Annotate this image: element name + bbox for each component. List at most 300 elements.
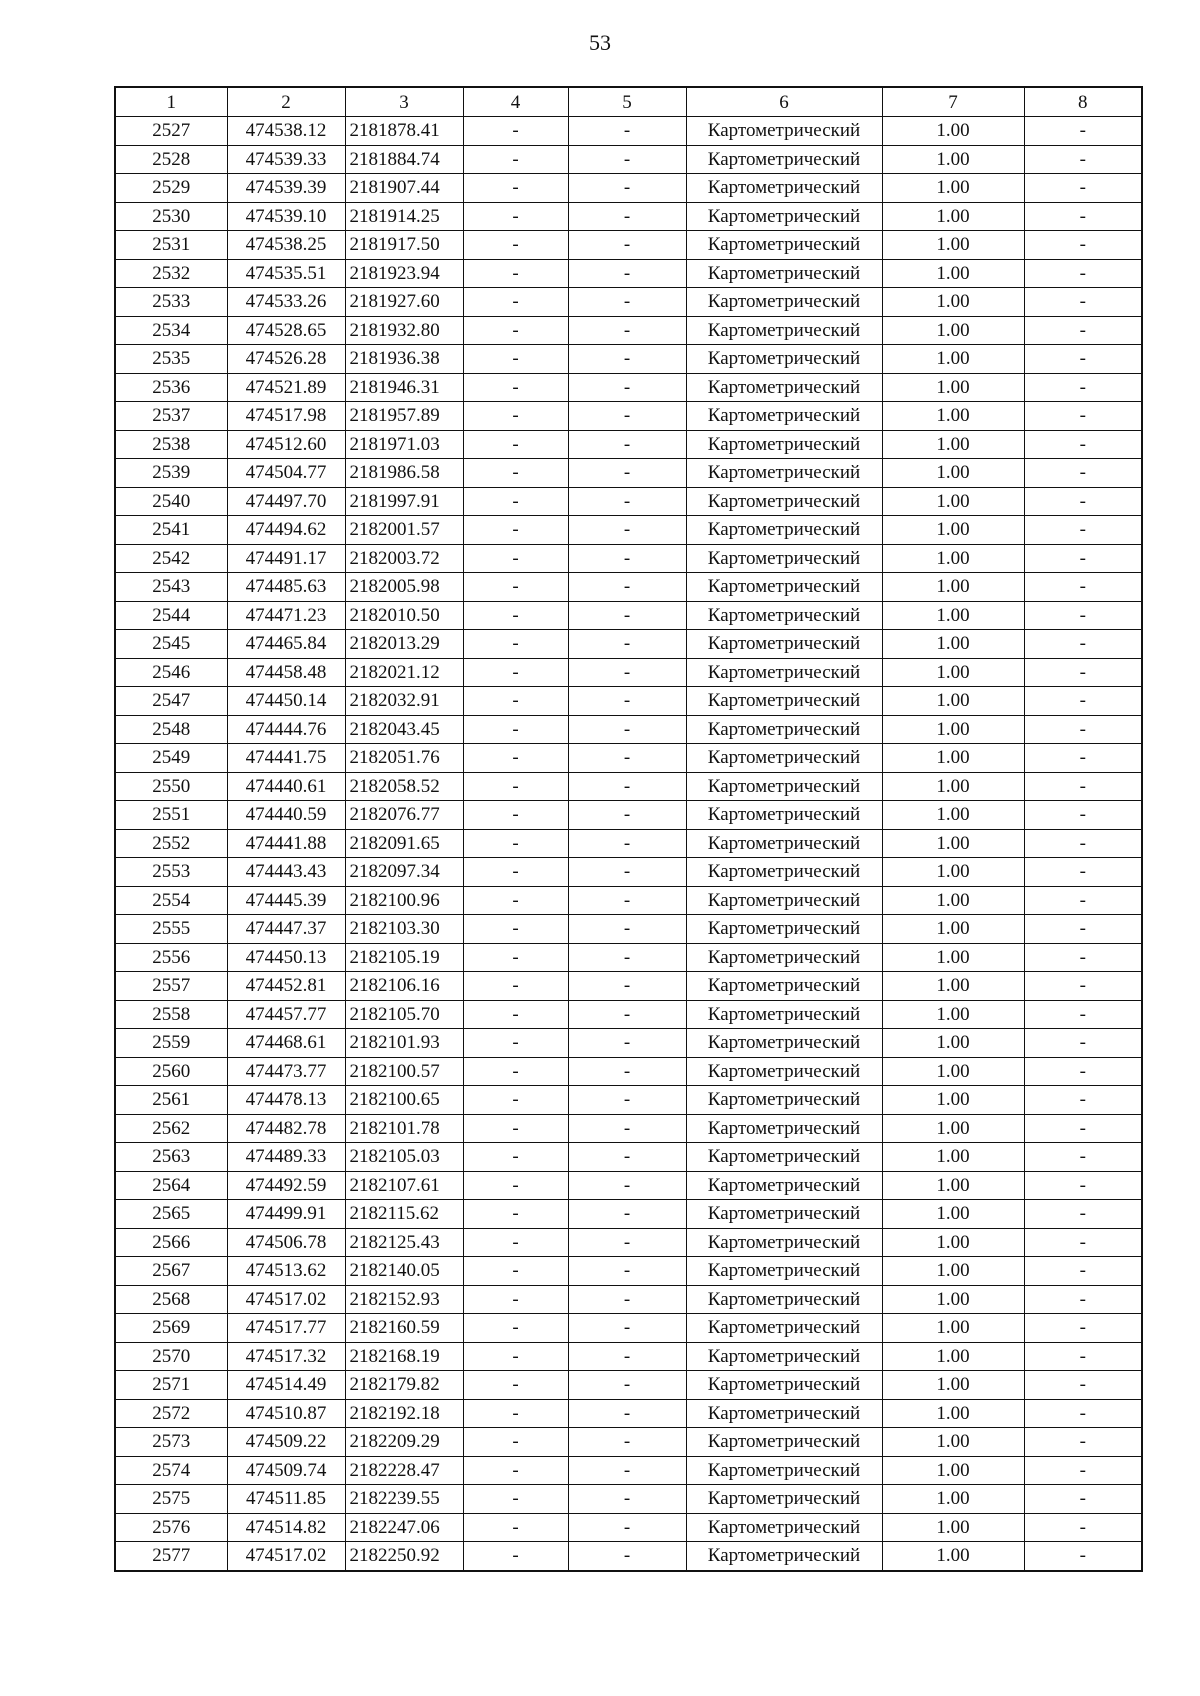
col5-cell: - <box>568 829 686 858</box>
accuracy-cell: 1.00 <box>882 516 1024 545</box>
point-number-cell: 2545 <box>115 630 227 659</box>
point-number-cell: 2548 <box>115 715 227 744</box>
x-coordinate-cell: 474538.25 <box>227 231 345 260</box>
accuracy-cell: 1.00 <box>882 1200 1024 1229</box>
table-body <box>115 117 1142 1571</box>
x-coordinate-cell: 474441.88 <box>227 829 345 858</box>
method-cell: Картометрический <box>686 402 882 431</box>
accuracy-cell: 1.00 <box>882 744 1024 773</box>
method-cell: Картометрический <box>686 687 882 716</box>
column-header: 3 <box>345 87 463 117</box>
col4-cell: - <box>463 1428 568 1457</box>
method-cell: Картометрический <box>686 1456 882 1485</box>
accuracy-cell: 1.00 <box>882 145 1024 174</box>
y-coordinate-cell: 2181878.41 <box>345 117 463 146</box>
accuracy-cell: 1.00 <box>882 1485 1024 1514</box>
col5-cell: - <box>568 231 686 260</box>
y-coordinate-cell: 2182160.59 <box>345 1314 463 1343</box>
x-coordinate-cell: 474539.39 <box>227 174 345 203</box>
accuracy-cell: 1.00 <box>882 1542 1024 1571</box>
method-cell: Картометрический <box>686 231 882 260</box>
col4-cell: - <box>463 829 568 858</box>
col8-cell: - <box>1024 601 1142 630</box>
method-cell: Картометрический <box>686 829 882 858</box>
col5-cell: - <box>568 1513 686 1542</box>
col4-cell: - <box>463 1342 568 1371</box>
x-coordinate-cell: 474511.85 <box>227 1485 345 1514</box>
x-coordinate-cell: 474517.98 <box>227 402 345 431</box>
x-coordinate-cell: 474517.32 <box>227 1342 345 1371</box>
col4-cell: - <box>463 1143 568 1172</box>
accuracy-cell: 1.00 <box>882 1456 1024 1485</box>
col8-cell: - <box>1024 1257 1142 1286</box>
method-cell: Картометрический <box>686 1542 882 1571</box>
point-number-cell: 2567 <box>115 1257 227 1286</box>
column-header: 2 <box>227 87 345 117</box>
x-coordinate-cell: 474473.77 <box>227 1057 345 1086</box>
point-number-cell: 2534 <box>115 316 227 345</box>
col4-cell: - <box>463 373 568 402</box>
col8-cell: - <box>1024 544 1142 573</box>
col4-cell: - <box>463 601 568 630</box>
column-header: 8 <box>1024 87 1142 117</box>
y-coordinate-cell: 2182058.52 <box>345 772 463 801</box>
y-coordinate-cell: 2182005.98 <box>345 573 463 602</box>
col8-cell: - <box>1024 630 1142 659</box>
accuracy-cell: 1.00 <box>882 1171 1024 1200</box>
method-cell: Картометрический <box>686 1143 882 1172</box>
col8-cell: - <box>1024 516 1142 545</box>
col4-cell: - <box>463 1200 568 1229</box>
col4-cell: - <box>463 1086 568 1115</box>
col5-cell: - <box>568 487 686 516</box>
y-coordinate-cell: 2181914.25 <box>345 202 463 231</box>
col4-cell: - <box>463 658 568 687</box>
accuracy-cell: 1.00 <box>882 1314 1024 1343</box>
table-row <box>115 259 1142 288</box>
table-row <box>115 1200 1142 1229</box>
col4-cell: - <box>463 943 568 972</box>
y-coordinate-cell: 2182105.19 <box>345 943 463 972</box>
y-coordinate-cell: 2181932.80 <box>345 316 463 345</box>
y-coordinate-cell: 2182106.16 <box>345 972 463 1001</box>
col4-cell: - <box>463 516 568 545</box>
col8-cell: - <box>1024 1285 1142 1314</box>
point-number-cell: 2533 <box>115 288 227 317</box>
column-header: 1 <box>115 87 227 117</box>
col4-cell: - <box>463 972 568 1001</box>
point-number-cell: 2550 <box>115 772 227 801</box>
y-coordinate-cell: 2182100.65 <box>345 1086 463 1115</box>
accuracy-cell: 1.00 <box>882 687 1024 716</box>
col4-cell: - <box>463 145 568 174</box>
col4-cell: - <box>463 744 568 773</box>
x-coordinate-cell: 474517.77 <box>227 1314 345 1343</box>
point-number-cell: 2566 <box>115 1228 227 1257</box>
col4-cell: - <box>463 231 568 260</box>
accuracy-cell: 1.00 <box>882 1257 1024 1286</box>
x-coordinate-cell: 474513.62 <box>227 1257 345 1286</box>
table-row <box>115 544 1142 573</box>
coordinates-table <box>114 86 1143 1572</box>
y-coordinate-cell: 2181986.58 <box>345 459 463 488</box>
table-row <box>115 487 1142 516</box>
point-number-cell: 2568 <box>115 1285 227 1314</box>
col4-cell: - <box>463 1285 568 1314</box>
col5-cell: - <box>568 1399 686 1428</box>
x-coordinate-cell: 474440.59 <box>227 801 345 830</box>
accuracy-cell: 1.00 <box>882 801 1024 830</box>
accuracy-cell: 1.00 <box>882 1342 1024 1371</box>
point-number-cell: 2539 <box>115 459 227 488</box>
col4-cell: - <box>463 345 568 374</box>
x-coordinate-cell: 474445.39 <box>227 886 345 915</box>
col4-cell: - <box>463 316 568 345</box>
table-row <box>115 715 1142 744</box>
point-number-cell: 2530 <box>115 202 227 231</box>
col8-cell: - <box>1024 202 1142 231</box>
table-row <box>115 231 1142 260</box>
point-number-cell: 2556 <box>115 943 227 972</box>
point-number-cell: 2572 <box>115 1399 227 1428</box>
y-coordinate-cell: 2182043.45 <box>345 715 463 744</box>
y-coordinate-cell: 2181884.74 <box>345 145 463 174</box>
column-header: 6 <box>686 87 882 117</box>
col5-cell: - <box>568 630 686 659</box>
table-row <box>115 430 1142 459</box>
col4-cell: - <box>463 1399 568 1428</box>
col8-cell: - <box>1024 573 1142 602</box>
y-coordinate-cell: 2182001.57 <box>345 516 463 545</box>
col8-cell: - <box>1024 1000 1142 1029</box>
x-coordinate-cell: 474492.59 <box>227 1171 345 1200</box>
method-cell: Картометрический <box>686 772 882 801</box>
table-row <box>115 1542 1142 1571</box>
y-coordinate-cell: 2181927.60 <box>345 288 463 317</box>
method-cell: Картометрический <box>686 715 882 744</box>
col8-cell: - <box>1024 373 1142 402</box>
x-coordinate-cell: 474506.78 <box>227 1228 345 1257</box>
point-number-cell: 2549 <box>115 744 227 773</box>
y-coordinate-cell: 2181917.50 <box>345 231 463 260</box>
col4-cell: - <box>463 202 568 231</box>
accuracy-cell: 1.00 <box>882 345 1024 374</box>
point-number-cell: 2563 <box>115 1143 227 1172</box>
col5-cell: - <box>568 402 686 431</box>
col4-cell: - <box>463 1114 568 1143</box>
col8-cell: - <box>1024 1057 1142 1086</box>
table-header-row <box>115 87 1142 117</box>
accuracy-cell: 1.00 <box>882 544 1024 573</box>
method-cell: Картометрический <box>686 145 882 174</box>
point-number-cell: 2558 <box>115 1000 227 1029</box>
col4-cell: - <box>463 1228 568 1257</box>
table-row <box>115 1000 1142 1029</box>
table-row <box>115 858 1142 887</box>
col8-cell: - <box>1024 174 1142 203</box>
col8-cell: - <box>1024 943 1142 972</box>
table-row <box>115 1029 1142 1058</box>
col8-cell: - <box>1024 288 1142 317</box>
accuracy-cell: 1.00 <box>882 202 1024 231</box>
col4-cell: - <box>463 858 568 887</box>
x-coordinate-cell: 474447.37 <box>227 915 345 944</box>
col5-cell: - <box>568 1371 686 1400</box>
method-cell: Картометрический <box>686 1114 882 1143</box>
col5-cell: - <box>568 886 686 915</box>
x-coordinate-cell: 474485.63 <box>227 573 345 602</box>
col8-cell: - <box>1024 687 1142 716</box>
col8-cell: - <box>1024 345 1142 374</box>
col5-cell: - <box>568 972 686 1001</box>
point-number-cell: 2542 <box>115 544 227 573</box>
method-cell: Картометрический <box>686 1029 882 1058</box>
col8-cell: - <box>1024 972 1142 1001</box>
accuracy-cell: 1.00 <box>882 402 1024 431</box>
col5-cell: - <box>568 1428 686 1457</box>
table-row <box>115 402 1142 431</box>
point-number-cell: 2554 <box>115 886 227 915</box>
y-coordinate-cell: 2182076.77 <box>345 801 463 830</box>
table-row <box>115 1456 1142 1485</box>
method-cell: Картометрический <box>686 972 882 1001</box>
y-coordinate-cell: 2182152.93 <box>345 1285 463 1314</box>
col8-cell: - <box>1024 1114 1142 1143</box>
col5-cell: - <box>568 915 686 944</box>
col8-cell: - <box>1024 1171 1142 1200</box>
table-row <box>115 1057 1142 1086</box>
column-header: 4 <box>463 87 568 117</box>
accuracy-cell: 1.00 <box>882 772 1024 801</box>
point-number-cell: 2574 <box>115 1456 227 1485</box>
col8-cell: - <box>1024 1428 1142 1457</box>
col4-cell: - <box>463 487 568 516</box>
table-row <box>115 1171 1142 1200</box>
y-coordinate-cell: 2181907.44 <box>345 174 463 203</box>
method-cell: Картометрический <box>686 858 882 887</box>
col5-cell: - <box>568 174 686 203</box>
accuracy-cell: 1.00 <box>882 1513 1024 1542</box>
x-coordinate-cell: 474458.48 <box>227 658 345 687</box>
method-cell: Картометрический <box>686 288 882 317</box>
table-row <box>115 1399 1142 1428</box>
method-cell: Картометрический <box>686 544 882 573</box>
table-row <box>115 1342 1142 1371</box>
y-coordinate-cell: 2182051.76 <box>345 744 463 773</box>
method-cell: Картометрический <box>686 1057 882 1086</box>
col8-cell: - <box>1024 858 1142 887</box>
col5-cell: - <box>568 1485 686 1514</box>
point-number-cell: 2537 <box>115 402 227 431</box>
col4-cell: - <box>463 1057 568 1086</box>
col8-cell: - <box>1024 1086 1142 1115</box>
col4-cell: - <box>463 1000 568 1029</box>
col8-cell: - <box>1024 1342 1142 1371</box>
x-coordinate-cell: 474440.61 <box>227 772 345 801</box>
y-coordinate-cell: 2181923.94 <box>345 259 463 288</box>
point-number-cell: 2575 <box>115 1485 227 1514</box>
col8-cell: - <box>1024 915 1142 944</box>
col4-cell: - <box>463 1171 568 1200</box>
table-row <box>115 573 1142 602</box>
x-coordinate-cell: 474465.84 <box>227 630 345 659</box>
col8-cell: - <box>1024 744 1142 773</box>
table-row <box>115 1371 1142 1400</box>
point-number-cell: 2571 <box>115 1371 227 1400</box>
x-coordinate-cell: 474539.10 <box>227 202 345 231</box>
point-number-cell: 2561 <box>115 1086 227 1115</box>
col4-cell: - <box>463 117 568 146</box>
table-row <box>115 345 1142 374</box>
accuracy-cell: 1.00 <box>882 1371 1024 1400</box>
x-coordinate-cell: 474499.91 <box>227 1200 345 1229</box>
y-coordinate-cell: 2182103.30 <box>345 915 463 944</box>
method-cell: Картометрический <box>686 573 882 602</box>
table-row <box>115 915 1142 944</box>
col5-cell: - <box>568 117 686 146</box>
method-cell: Картометрический <box>686 1399 882 1428</box>
y-coordinate-cell: 2182125.43 <box>345 1228 463 1257</box>
method-cell: Картометрический <box>686 1513 882 1542</box>
col8-cell: - <box>1024 459 1142 488</box>
col5-cell: - <box>568 858 686 887</box>
col5-cell: - <box>568 1257 686 1286</box>
col5-cell: - <box>568 1342 686 1371</box>
x-coordinate-cell: 474489.33 <box>227 1143 345 1172</box>
table-row <box>115 316 1142 345</box>
method-cell: Картометрический <box>686 601 882 630</box>
x-coordinate-cell: 474494.62 <box>227 516 345 545</box>
x-coordinate-cell: 474478.13 <box>227 1086 345 1115</box>
point-number-cell: 2573 <box>115 1428 227 1457</box>
col5-cell: - <box>568 1057 686 1086</box>
y-coordinate-cell: 2181957.89 <box>345 402 463 431</box>
accuracy-cell: 1.00 <box>882 1057 1024 1086</box>
table-row <box>115 1314 1142 1343</box>
col4-cell: - <box>463 886 568 915</box>
y-coordinate-cell: 2182115.62 <box>345 1200 463 1229</box>
col8-cell: - <box>1024 1200 1142 1229</box>
table-row <box>115 288 1142 317</box>
col4-cell: - <box>463 1456 568 1485</box>
x-coordinate-cell: 474504.77 <box>227 459 345 488</box>
y-coordinate-cell: 2182107.61 <box>345 1171 463 1200</box>
y-coordinate-cell: 2182013.29 <box>345 630 463 659</box>
col5-cell: - <box>568 1285 686 1314</box>
col5-cell: - <box>568 1314 686 1343</box>
y-coordinate-cell: 2182105.03 <box>345 1143 463 1172</box>
point-number-cell: 2552 <box>115 829 227 858</box>
x-coordinate-cell: 474450.14 <box>227 687 345 716</box>
x-coordinate-cell: 474510.87 <box>227 1399 345 1428</box>
method-cell: Картометрический <box>686 1228 882 1257</box>
method-cell: Картометрический <box>686 744 882 773</box>
y-coordinate-cell: 2182168.19 <box>345 1342 463 1371</box>
col4-cell: - <box>463 174 568 203</box>
method-cell: Картометрический <box>686 886 882 915</box>
col8-cell: - <box>1024 117 1142 146</box>
point-number-cell: 2532 <box>115 259 227 288</box>
method-cell: Картометрический <box>686 1000 882 1029</box>
table-row <box>115 744 1142 773</box>
y-coordinate-cell: 2182250.92 <box>345 1542 463 1571</box>
y-coordinate-cell: 2182003.72 <box>345 544 463 573</box>
table-row <box>115 886 1142 915</box>
point-number-cell: 2555 <box>115 915 227 944</box>
col5-cell: - <box>568 373 686 402</box>
col5-cell: - <box>568 1200 686 1229</box>
point-number-cell: 2570 <box>115 1342 227 1371</box>
col8-cell: - <box>1024 259 1142 288</box>
col8-cell: - <box>1024 1513 1142 1542</box>
col5-cell: - <box>568 259 686 288</box>
col4-cell: - <box>463 772 568 801</box>
point-number-cell: 2557 <box>115 972 227 1001</box>
col8-cell: - <box>1024 772 1142 801</box>
y-coordinate-cell: 2182032.91 <box>345 687 463 716</box>
col5-cell: - <box>568 1456 686 1485</box>
col8-cell: - <box>1024 886 1142 915</box>
y-coordinate-cell: 2182097.34 <box>345 858 463 887</box>
table-row <box>115 829 1142 858</box>
y-coordinate-cell: 2182021.12 <box>345 658 463 687</box>
x-coordinate-cell: 474441.75 <box>227 744 345 773</box>
point-number-cell: 2576 <box>115 1513 227 1542</box>
col5-cell: - <box>568 772 686 801</box>
x-coordinate-cell: 474521.89 <box>227 373 345 402</box>
col8-cell: - <box>1024 1029 1142 1058</box>
accuracy-cell: 1.00 <box>882 459 1024 488</box>
point-number-cell: 2527 <box>115 117 227 146</box>
col8-cell: - <box>1024 801 1142 830</box>
col4-cell: - <box>463 687 568 716</box>
method-cell: Картометрический <box>686 915 882 944</box>
col5-cell: - <box>568 1228 686 1257</box>
col4-cell: - <box>463 801 568 830</box>
accuracy-cell: 1.00 <box>882 259 1024 288</box>
method-cell: Картометрический <box>686 174 882 203</box>
table-row <box>115 1485 1142 1514</box>
accuracy-cell: 1.00 <box>882 915 1024 944</box>
col8-cell: - <box>1024 231 1142 260</box>
col5-cell: - <box>568 1086 686 1115</box>
x-coordinate-cell: 474491.17 <box>227 544 345 573</box>
col8-cell: - <box>1024 1371 1142 1400</box>
y-coordinate-cell: 2182105.70 <box>345 1000 463 1029</box>
y-coordinate-cell: 2182101.78 <box>345 1114 463 1143</box>
point-number-cell: 2531 <box>115 231 227 260</box>
col5-cell: - <box>568 145 686 174</box>
x-coordinate-cell: 474514.82 <box>227 1513 345 1542</box>
point-number-cell: 2538 <box>115 430 227 459</box>
accuracy-cell: 1.00 <box>882 943 1024 972</box>
x-coordinate-cell: 474526.28 <box>227 345 345 374</box>
x-coordinate-cell: 474512.60 <box>227 430 345 459</box>
accuracy-cell: 1.00 <box>882 715 1024 744</box>
col5-cell: - <box>568 1143 686 1172</box>
table-row <box>115 1513 1142 1542</box>
col8-cell: - <box>1024 1485 1142 1514</box>
x-coordinate-cell: 474450.13 <box>227 943 345 972</box>
col8-cell: - <box>1024 1314 1142 1343</box>
point-number-cell: 2553 <box>115 858 227 887</box>
method-cell: Картометрический <box>686 459 882 488</box>
table-row <box>115 1143 1142 1172</box>
col4-cell: - <box>463 430 568 459</box>
col8-cell: - <box>1024 430 1142 459</box>
y-coordinate-cell: 2182140.05 <box>345 1257 463 1286</box>
point-number-cell: 2540 <box>115 487 227 516</box>
